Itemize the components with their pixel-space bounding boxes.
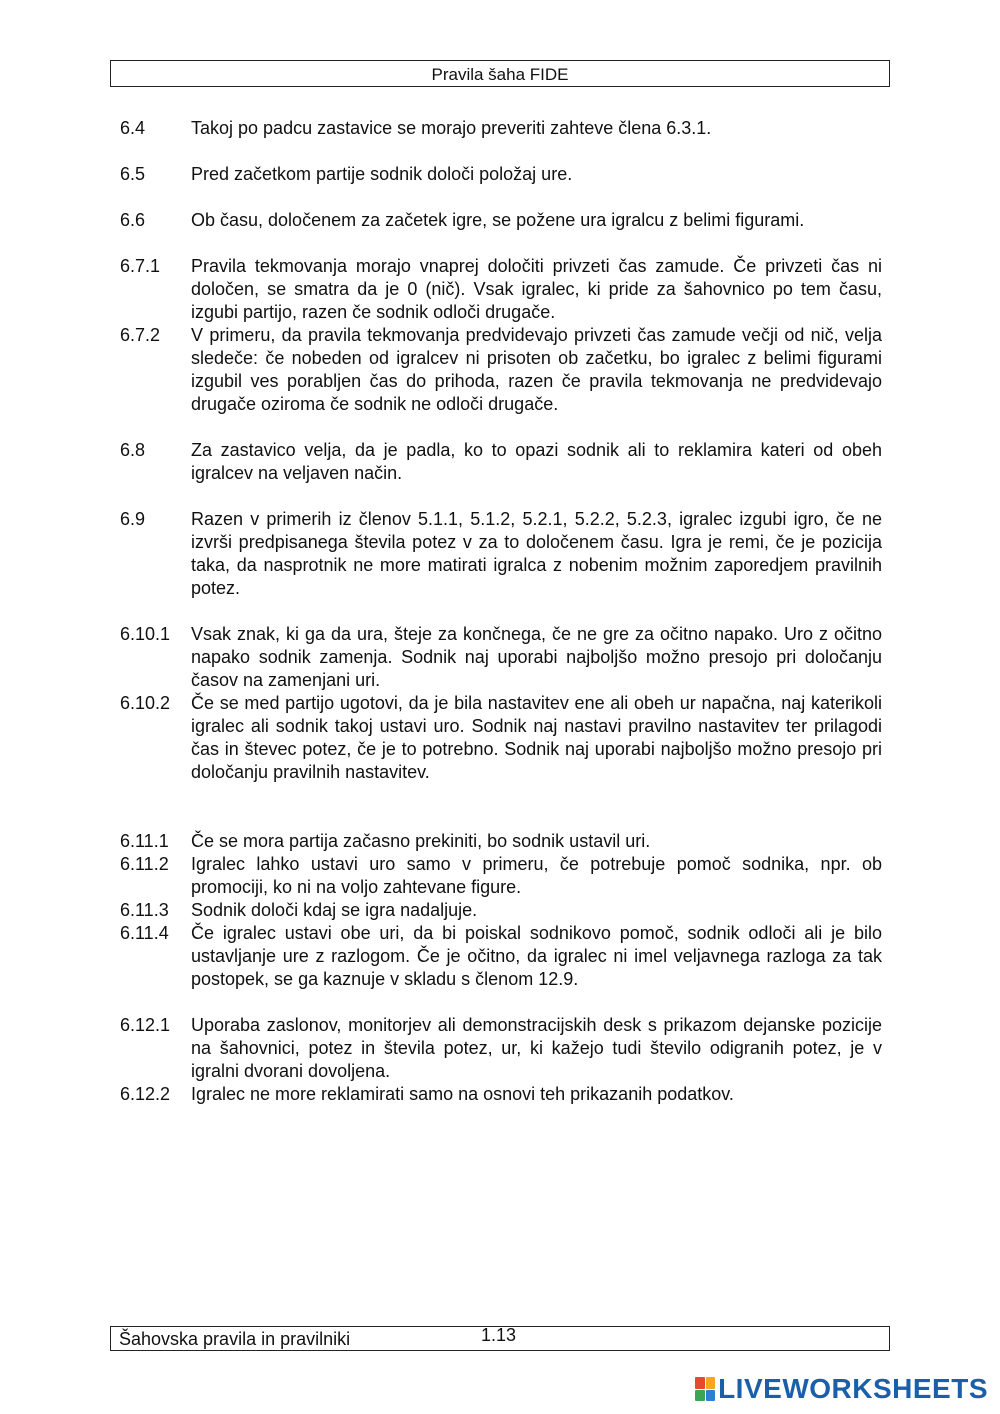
liveworksheets-icon (695, 1377, 715, 1401)
article-number: 6.7.1 (120, 256, 161, 276)
page-footer (110, 1326, 890, 1351)
liveworksheets-logo (695, 1374, 988, 1404)
article-number: 6.12.1 (120, 1015, 171, 1035)
article-number: 6.6 (120, 210, 146, 230)
article-6-5 (120, 163, 882, 186)
article-text: V primeru, da pravila tekmovanja predvidevajo privzeti čas zamude večji od nič, velja sledeče: če nobeden od igralcev ni prisoten ob začetku, bo igralec z belimi figurami izgubil ves porabljen čas do prihoda, razen če pravila tekmovanja ne predvidevajo drugače oziroma če sodnik ne odloči drugače. (191, 325, 882, 414)
document-body (120, 117, 882, 1106)
article-text: Za zastavico velja, da je padla, ko to opazi sodnik ali to reklamira kateri od obeh igralcev na veljaven način. (191, 440, 882, 483)
article-number: 6.8 (120, 440, 146, 460)
article-number: 6.10.2 (120, 693, 171, 713)
header-title: Pravila šaha FIDE (431, 65, 569, 84)
article-6-11-3 (120, 899, 882, 922)
article-6-10-2 (120, 692, 882, 784)
article-number: 6.5 (120, 164, 146, 184)
article-6-10-1 (120, 623, 882, 692)
liveworksheets-wordmark: LIVEWORKSHEETS (718, 1373, 988, 1404)
article-6-9 (120, 508, 882, 600)
article-text: Ob času, določenem za začetek igre, se požene ura igralcu z belimi figurami. (191, 210, 805, 230)
article-number: 6.11.3 (120, 900, 169, 920)
article-6-12-1 (120, 1014, 882, 1083)
article-6-11-4 (120, 922, 882, 991)
article-text: Če igralec ustavi obe uri, da bi poiskal sodnikovo pomoč, sodnik odloči ali je bilo ustavljanje ure z razlogom. Če je očitno, da igralec ni imel veljavnega razloga za tak postopek, se ga kaznuje v skladu s členom 12.9. (191, 923, 882, 989)
article-number: 6.7.2 (120, 325, 161, 345)
article-6-7-1 (120, 255, 882, 324)
article-number: 6.9 (120, 509, 146, 529)
article-text: Sodnik določi kdaj se igra nadaljuje. (191, 900, 478, 920)
article-6-12-2 (120, 1083, 882, 1106)
article-6-11-1 (120, 830, 882, 853)
article-text: Takoj po padcu zastavice se morajo preveriti zahteve člena 6.3.1. (191, 118, 712, 138)
page-header (110, 60, 890, 87)
article-number: 6.4 (120, 118, 146, 138)
article-text: Če se mora partija začasno prekiniti, bo sodnik ustavil uri. (191, 831, 651, 851)
article-number: 6.11.4 (120, 923, 169, 943)
article-text: Vsak znak, ki ga da ura, šteje za končnega, če ne gre za očitno napako. Uro z očitno napako sodnik zamenja. Sodnik naj uporabi najboljšo možno presojo pri določanju časov na zamenjani uri. (191, 624, 882, 690)
article-6-11-2 (120, 853, 882, 899)
article-text: Razen v primerih iz členov 5.1.1, 5.1.2, 5.2.1, 5.2.2, 5.2.3, igralec izgubi igro, če ne izvrši predpisanega števila potez v za to določenem času. Igra je remi, če je pozicija taka, da nasprotnik ne more matirati igralca z nobenim možnim zaporedjem pravilnih potez. (191, 509, 882, 598)
article-number: 6.11.1 (120, 831, 169, 851)
article-number: 6.11.2 (120, 854, 169, 874)
page-number: 1.13 (481, 1325, 517, 1345)
article-text: Če se med partijo ugotovi, da je bila nastavitev ene ali obeh ur napačna, naj katerikoli igralec ali sodnik takoj ustavi uro. Sodnik naj nastavi pravilno nastavitev ter prilagodi čas in števec potez, če je to potrebno. Sodnik naj uporabi najboljšo možno presojo pri določanju pravilnih nastavitev. (191, 693, 882, 782)
article-6-6 (120, 209, 882, 232)
article-number: 6.12.2 (120, 1084, 171, 1104)
article-6-4 (120, 117, 882, 140)
article-text: Pred začetkom partije sodnik določi položaj ure. (191, 164, 573, 184)
article-text: Igralec ne more reklamirati samo na osnovi teh prikazanih podatkov. (191, 1084, 734, 1104)
article-6-7-2 (120, 324, 882, 416)
article-text: Pravila tekmovanja morajo vnaprej določiti privzeti čas zamude. Če privzeti čas ni določen, se smatra da je 0 (nič). Vsak igralec, ki pride za šahovnico po tem času, izgubi partijo, razen če sodnik odloči drugače. (191, 256, 882, 322)
article-text: Igralec lahko ustavi uro samo v primeru, če potrebuje pomoč sodnika, npr. ob promociji, ko ni na voljo zahtevane figure. (191, 854, 882, 897)
footer-title: Šahovska pravila in pravilniki (119, 1329, 351, 1349)
article-text: Uporaba zaslonov, monitorjev ali demonstracijskih desk s prikazom dejanske pozicije na šahovnici, potez in števila potez, ur, ki kažejo tudi število odigranih potez, je v igralni dvorani dovoljena. (191, 1015, 882, 1081)
article-6-8 (120, 439, 882, 485)
article-number: 6.10.1 (120, 624, 171, 644)
